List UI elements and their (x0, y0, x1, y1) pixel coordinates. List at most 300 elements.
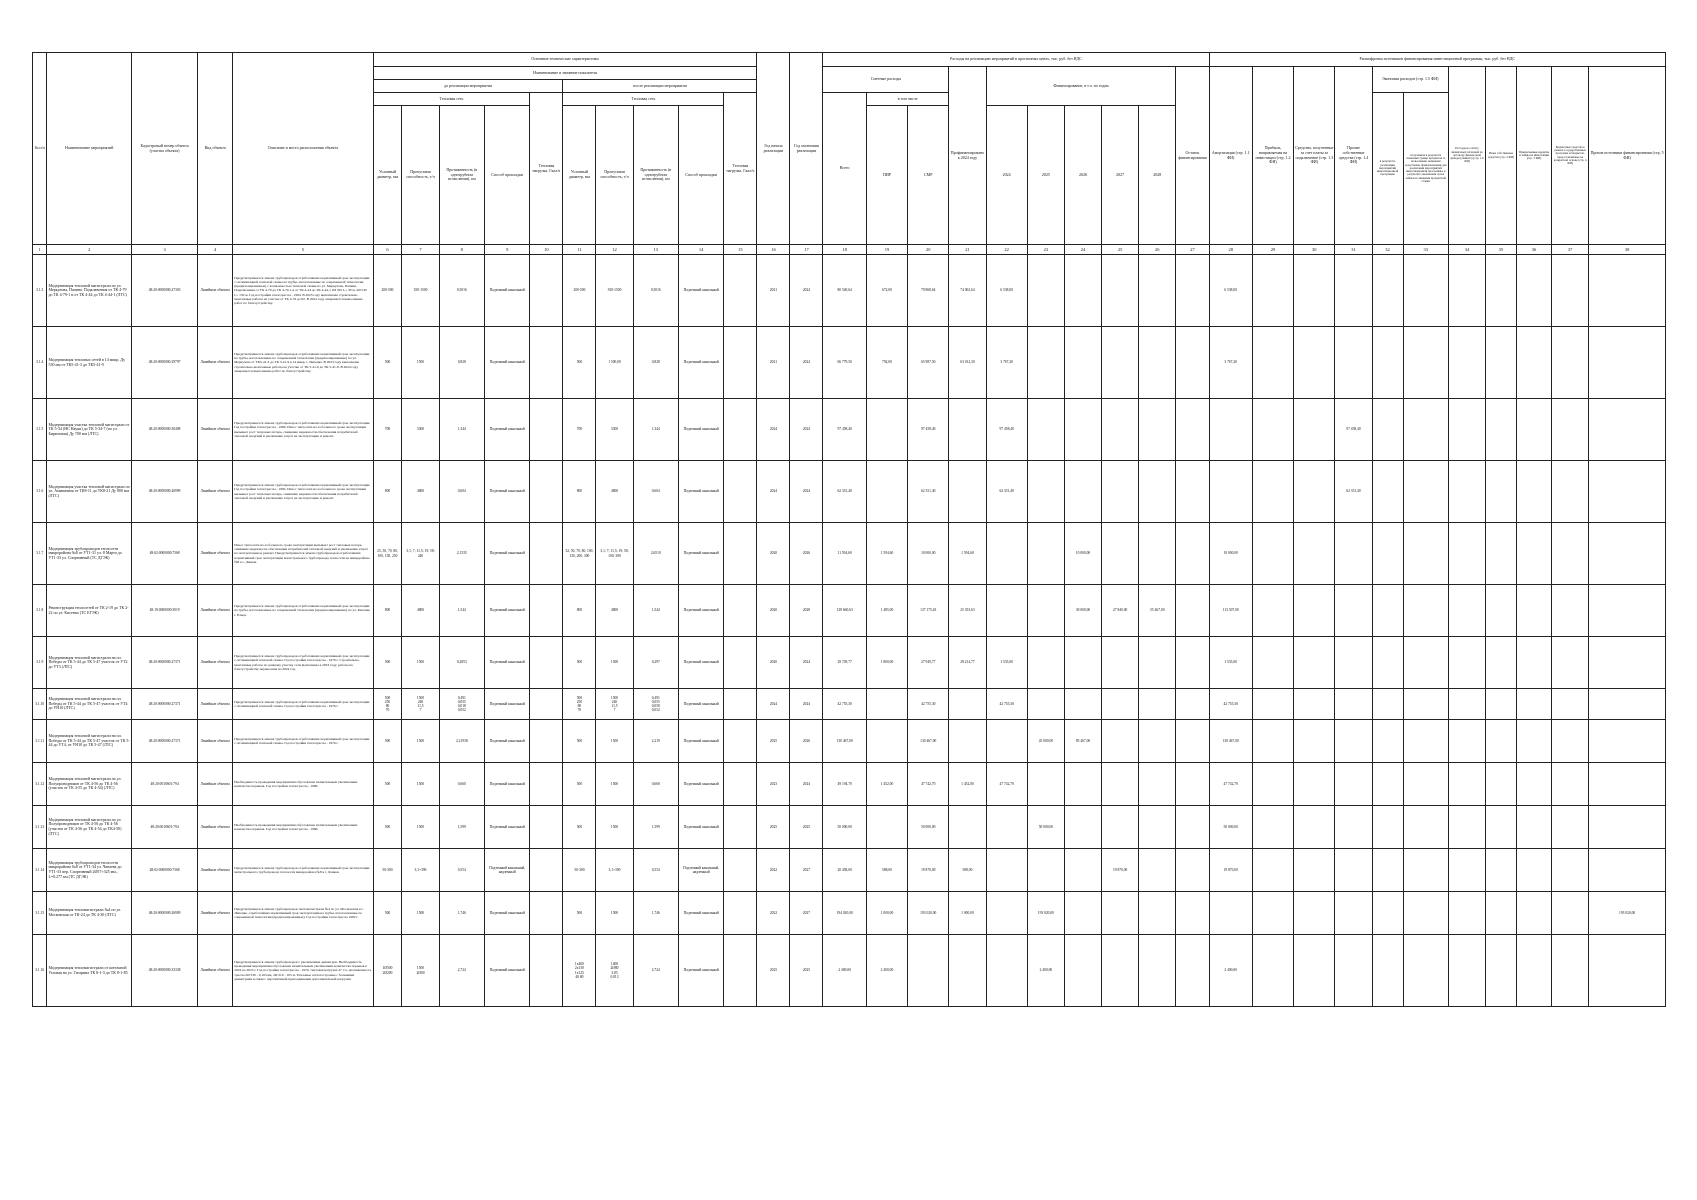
financing-2028 (1139, 255, 1176, 327)
economy-result (1372, 849, 1403, 892)
year-end: 2027 (790, 849, 823, 892)
heat-net-after-header: Тепловая сеть (563, 93, 724, 106)
smr-cost: 97 458,40 (908, 399, 949, 461)
capacity-after: 1 500,00 (596, 327, 633, 399)
funds-header: Средства, полученные за счет платы за подключение (стр. 1.3 ФИ) (1294, 67, 1335, 245)
credits (1517, 935, 1552, 1007)
column-number: 24 (1064, 245, 1101, 255)
other-own-header: Иные собственные средства (стр. 2 ФИ) (1486, 67, 1517, 245)
laying-before: Подземный канальный (484, 892, 529, 935)
remainder (1176, 849, 1209, 892)
laying-before: Подземный канальный (484, 763, 529, 806)
object-description: Предусматривается замена трубопроводов отработавших нормативный срок эксплуатации с оптимизацией тепловой схемы. Год постройки теплотрассы - 1976 г. (233, 689, 373, 720)
financing-2027 (1102, 892, 1139, 935)
own-other-header: Прочие собственные средства (стр. 1.4 ФИ) (1335, 67, 1372, 245)
year-end: 2024 (790, 461, 823, 523)
object-description: Предусматривается замена трубопроводов отработавших нормативный срок эксплуатации с оптимизацией тепловой схемы. Год постройки теплотрассы - 1976 г. (233, 720, 373, 763)
smr-cost: 42 755,30 (908, 689, 949, 720)
economy-interest (1403, 585, 1448, 637)
measure-name: Модернизация участка тепловой магистрали по ул. Аммиачная от ТК8-11 до ТК8-21 Ду 800 мм (ЛТС) (47, 461, 132, 523)
capacity-before: 1500 (402, 763, 439, 806)
financing-2025 (1027, 461, 1064, 523)
cadastral-number: 48:20:0000000:26909 (132, 892, 198, 935)
financing-2026 (1064, 327, 1101, 399)
diameter-after: 700 (563, 399, 596, 461)
column-number: 26 (1139, 245, 1176, 255)
financing-2026 (1064, 849, 1101, 892)
own-other-funds (1335, 892, 1372, 935)
total-cost: 130 467,00 (823, 720, 866, 763)
financing-2025 (1027, 585, 1064, 637)
year-end: 2026 (790, 523, 823, 585)
laying-after: Подземный канальный (678, 689, 723, 720)
profit (1252, 399, 1293, 461)
financed-before (949, 935, 986, 1007)
table-row (33, 255, 1666, 327)
row-number: 3.1.16 (33, 935, 47, 1007)
remainder (1176, 892, 1209, 935)
table-row (33, 763, 1666, 806)
profit (1252, 892, 1293, 935)
economy-interest (1403, 763, 1448, 806)
amortization: 130 467,00 (1209, 720, 1252, 763)
year-end: 2027 (790, 892, 823, 935)
credits (1517, 461, 1552, 523)
year-start: 2020 (757, 637, 790, 689)
year-start: 2025 (757, 806, 790, 849)
other-own (1486, 720, 1517, 763)
year-end: 2024 (790, 255, 823, 327)
other-own (1486, 763, 1517, 806)
laying-after: Подземный канальный (678, 255, 723, 327)
measure-name: Модернизация тепломагистрали от котельной Угловая на ул. Гагарина ТК 8-1-3 до ТК 8-1-85 (47, 935, 132, 1007)
capacity-after: 4800 (596, 585, 633, 637)
connection-funds (1294, 461, 1335, 523)
object-description: Предусматривается замена трубопроводов с увеличением диаметров. Необходимость проведения мероприятия обусловлена значительным увеличением количества порывов в 2024 по 2025 г. Год постройки теплотрассы - 1979, тепловая нагрузка 47 т/ч, протяженность трассы 2Ø 530 - 0,163 км, 2Ø 219 - 105 м. Тепловые сети построены с большими диаметрами в связи с перспективой присоединения дополнительной нагрузки. (233, 935, 373, 1007)
other-own (1486, 399, 1517, 461)
row-number: 3.1.13 (33, 806, 47, 849)
other-sources (1589, 637, 1666, 689)
laying-before: Подземный канальный (484, 523, 529, 585)
laying-after: Подземный канальный (678, 399, 723, 461)
column-number: 16 (757, 245, 790, 255)
diameter-after: 800 (563, 585, 596, 637)
diameter-before: 500 (373, 763, 402, 806)
measure-name: Модернизация тепловой магистрали на пл. Победы от ТК 5-44 до ТК 5-47 участок от УТ4 до УН10 (ЛТС) (47, 689, 132, 720)
other-own (1486, 892, 1517, 935)
amortization: 42 755,30 (1209, 689, 1252, 720)
financing-2028: 55 467,00 (1139, 585, 1176, 637)
estimate-header: Сметные расходы (823, 67, 949, 93)
connection-funds (1294, 399, 1335, 461)
capacity-after: 1500 (596, 763, 633, 806)
length-after: 1,746 (633, 892, 678, 935)
other-sources (1589, 806, 1666, 849)
leasing (1448, 461, 1485, 523)
col-desc-header: Описание и место расположения объекта (233, 53, 373, 245)
object-description: Износ теплосети из-за большого срока эксплуатации вызывает рост тепловых потерь, снижение надежности обеспечения потребителей тепловой энергией и увеличение затрат на эксплуатацию и ремонт. Предусматривается замена трубопроводов отработавших нормативный срок эксплуатации магистрального трубопровода теплосети на микрорайоне №8 в г. Данков. (233, 523, 373, 585)
economy-interest (1403, 399, 1448, 461)
table-row (33, 806, 1666, 849)
heat-load-after (724, 523, 757, 585)
row-number: 3.1.6 (33, 461, 47, 523)
other-sources (1589, 461, 1666, 523)
heat-load-after (724, 689, 757, 720)
heat-load-before (530, 585, 563, 637)
cadastral-number: 48:20:0000000:27371 (132, 720, 198, 763)
measure-name: Модернизация тепловой магистрали по ул. Меркулова, Папина. Подключения от ТК 4-79 до ТК 4-79-1 и от ТК 4-44 до ТК 4-44-1 (ЛТС) (47, 255, 132, 327)
laying-after: Подземный канальный (678, 461, 723, 523)
capacity-after: 1500 (596, 806, 633, 849)
credits (1517, 585, 1552, 637)
length-before: 0,5016 (439, 255, 484, 327)
own-other-funds (1335, 849, 1372, 892)
column-number: 33 (1403, 245, 1448, 255)
laying-after: Подземный канальный (678, 763, 723, 806)
pir-cost: 672,00 (866, 255, 907, 327)
credits (1517, 399, 1552, 461)
diameter-before: 800 (373, 461, 402, 523)
measure-name: Модернизация тепловой магистрали по ул. Полупроводников от ТК 4-56 до ТК 4-56 (участок от ТК 4-55 до ТК 4-54) (ЛТС) (47, 763, 132, 806)
object-type: Линейные объекты (198, 720, 233, 763)
financed-before: 1 452,00 (949, 763, 986, 806)
object-description: Предусматривается замена трубопроводов отработавших нормативный срок эксплуатации. Год постройки теплотрассы - 1989. Износ теплосети из-за большого срока эксплуатации вызывает рост тепловых потерь, снижение надежности обеспечения потребителей тепловой энергией и увеличение затрат на эксплуатацию и ремонт. (233, 399, 373, 461)
row-number: 3.1.8 (33, 585, 47, 637)
economy-interest (1403, 523, 1448, 585)
financing-2024: 47 742,70 (986, 763, 1027, 806)
column-number-row (33, 245, 1666, 255)
economy-result (1372, 523, 1403, 585)
diameter-before: 1Ø500 2Ø200 (373, 935, 402, 1007)
financing-2025: 50 000,00 (1027, 806, 1064, 849)
heat-load-before (530, 935, 563, 1007)
smr-cost: 62 351,40 (908, 461, 949, 523)
financing-2025 (1027, 849, 1064, 892)
pir-cost (866, 806, 907, 849)
diameter-before: 500 (373, 637, 402, 689)
column-number: 15 (724, 245, 757, 255)
diameter-before: 800 (373, 585, 402, 637)
column-number: 18 (823, 245, 866, 255)
column-number: 9 (484, 245, 529, 255)
financing-2025 (1027, 255, 1064, 327)
financing-2026: 10 000,00 (1064, 523, 1101, 585)
amortization: 6 538,00 (1209, 255, 1252, 327)
financing-2024 (986, 720, 1027, 763)
smr-header: СМР (908, 106, 949, 245)
amortization: 47 742,70 (1209, 763, 1252, 806)
profit (1252, 806, 1293, 849)
diameter-after: 500 (563, 720, 596, 763)
table-row (33, 399, 1666, 461)
length-after: 0,297 (633, 637, 678, 689)
year-end: 2028 (790, 585, 823, 637)
other-sources (1589, 689, 1666, 720)
tech-main-header: Основные технические характеристики (373, 53, 757, 67)
other-sources (1589, 935, 1666, 1007)
financing-2025 (1027, 689, 1064, 720)
other-sources (1589, 327, 1666, 399)
remainder (1176, 399, 1209, 461)
after-header: после реализации мероприятия (563, 80, 757, 93)
credits (1517, 806, 1552, 849)
row-number: 3.1.15 (33, 892, 47, 935)
financed-before (949, 461, 986, 523)
financing-2026 (1064, 255, 1101, 327)
other-sources (1589, 523, 1666, 585)
financing-2027 (1102, 720, 1139, 763)
budget (1552, 892, 1589, 935)
column-number: 2 (47, 245, 132, 255)
heat-load-after (724, 892, 757, 935)
diameter-after: 500 (563, 763, 596, 806)
capacity-after: 350-1500 (596, 255, 633, 327)
heat-load-after (724, 720, 757, 763)
laying-after: Подземный канальный (678, 720, 723, 763)
budget (1552, 689, 1589, 720)
column-number: 20 (908, 245, 949, 255)
credits (1517, 327, 1552, 399)
own-other-funds (1335, 327, 1372, 399)
row-number: 3.1.9 (33, 637, 47, 689)
financed-before (949, 720, 986, 763)
capacity-before: 3300 (402, 399, 439, 461)
credits (1517, 849, 1552, 892)
capacity-after: 1500 (596, 637, 633, 689)
total-header: Всего (823, 93, 866, 245)
capacity-before: 4800 (402, 585, 439, 637)
total-cost: 62 351,40 (823, 461, 866, 523)
col-cadastral-header: Кадастровый номер объекта (участка объекта) (132, 53, 198, 245)
profit (1252, 255, 1293, 327)
economy-interest (1403, 255, 1448, 327)
remainder (1176, 689, 1209, 720)
heat-load-before (530, 399, 563, 461)
length-after: 2,6510 (633, 523, 678, 585)
amortization: 10 000,00 (1209, 523, 1252, 585)
measure-name: Модернизация трубопроводов теплосети микрорайона №8 от УТ1-31 ул. 8 Марта до УТ1-33 ул. Спортивный (ТС ДГЭК) (47, 523, 132, 585)
pir-cost (866, 720, 907, 763)
table-row (33, 585, 1666, 637)
heat-load-after (724, 849, 757, 892)
cadastral-number: 48:20:0000000:27303 (132, 255, 198, 327)
other-own (1486, 585, 1517, 637)
length-before: 2,724 (439, 935, 484, 1007)
year-start: 2020 (757, 523, 790, 585)
financed-before (949, 689, 986, 720)
laying-before: Подземный канальный (484, 720, 529, 763)
diameter-after: 50-300 (563, 849, 596, 892)
measure-name: Модернизация тепловой магистрали по ул. Полупроводников от ТК 4-56 до ТК 4-56 (участок от ТК 4-56 до ТК 4-54 до ТК4-50) (ЛТС) (47, 806, 132, 849)
year-start: 2024 (757, 461, 790, 523)
heat-load-before (530, 720, 563, 763)
measure-name: Модернизация трубопроводов теплосети микрорайона №8 от УТ1-34 ул. Чапаева до УТ1-33 пер. Спортивный 2Ø57+325 мм., L=0,277 км (ТС ДГЭК) (47, 849, 132, 892)
pir-cost (866, 399, 907, 461)
year-2025-header: 2025 (1027, 106, 1064, 245)
financed-before-header: Профинансировано к 2024 году (949, 67, 986, 245)
financing-2026 (1064, 399, 1101, 461)
remainder (1176, 255, 1209, 327)
economy-interest (1403, 720, 1448, 763)
financing-2026 (1064, 763, 1101, 806)
other-sources-header: Прочие источники финансирования (стр. 5 ФИ) (1589, 67, 1666, 245)
financing-2028 (1139, 892, 1176, 935)
profit (1252, 637, 1293, 689)
year-start: 2022 (757, 892, 790, 935)
laying-after: Подземный канальный (678, 892, 723, 935)
year-start: 2023 (757, 763, 790, 806)
heat-load-before (530, 806, 563, 849)
financing-2028 (1139, 461, 1176, 523)
year-start: 2021 (757, 327, 790, 399)
economy-interest (1403, 849, 1448, 892)
diameter-after: 500 (563, 892, 596, 935)
object-type: Линейные объекты (198, 892, 233, 935)
remainder (1176, 585, 1209, 637)
amortization (1209, 892, 1252, 935)
heat-load-before-header: Тепловая нагрузка, Гкал/ч (530, 93, 563, 245)
other-sources (1589, 255, 1666, 327)
leasing (1448, 585, 1485, 637)
financing-2024: 6 538,00 (986, 255, 1027, 327)
measure-name: Модернизация тепловой магистрали на пл. Победы от ТК 5-44 до ТК 5-47 участок от ТК 5-44 до УТ4, от УН10 до ТК 5-47 (ЛТС) (47, 720, 132, 763)
pir-header: ПИР (866, 106, 907, 245)
financing-2024: 97 458,40 (986, 399, 1027, 461)
object-type: Линейные объекты (198, 806, 233, 849)
economy-result (1372, 763, 1403, 806)
own-other-funds (1335, 689, 1372, 720)
object-type: Линейные объекты (198, 461, 233, 523)
total-cost: 66 779,50 (823, 327, 866, 399)
col-name-header: Наименование мероприятий (47, 53, 132, 245)
column-number: 12 (596, 245, 633, 255)
cadastral-number: 48:20:0000000:27371 (132, 689, 198, 720)
year-start: 2024 (757, 399, 790, 461)
cadastral-number: 48:20:0000000:30408 (132, 399, 198, 461)
financing-2024 (986, 585, 1027, 637)
diameter-before: 500 (373, 806, 402, 849)
profit (1252, 523, 1293, 585)
length-before: 2,21938 (439, 720, 484, 763)
leasing (1448, 327, 1485, 399)
remainder (1176, 806, 1209, 849)
laying-before: Подземный канальный (484, 399, 529, 461)
smr-cost: 10 000,00 (908, 523, 949, 585)
heat-load-before (530, 255, 563, 327)
other-sources (1589, 585, 1666, 637)
column-number: 35 (1486, 245, 1517, 255)
leasing (1448, 849, 1485, 892)
table-row (33, 327, 1666, 399)
heat-load-before (530, 892, 563, 935)
financing-2028 (1139, 327, 1176, 399)
profit (1252, 461, 1293, 523)
capacity-after: 4800 (596, 461, 633, 523)
remainder (1176, 461, 1209, 523)
other-own (1486, 327, 1517, 399)
capacity-after: 1500 240 11,5 7 (596, 689, 633, 720)
economy-interest (1403, 461, 1448, 523)
object-description: Предусматривается замена трубопроводов отработавших нормативный срок эксплуатации с оптимизацией тепловой схемы на трубы, изготовленные по современной технологии (предизолированные) с возможностью тепловой схемы по ул. Меркулова, Папина. Подключения от ТК 4-79 до ТК 4-79-1 и от ТК 4-44 до ТК 4-44-1 2Ø 325 L= 30 м, 2Ø 530 L= 150 м. Год постройки теплотрассы - 1984. В 2023 году выполнены строительно-монтажные работы на участке от ТК 4-79 до 82. В 2024 году завершается выполнение работ по благоустройству. (233, 255, 373, 327)
financed-before: 1 000,00 (949, 892, 986, 935)
diameter-after: 800 (563, 461, 596, 523)
length-before: 2,1535 (439, 523, 484, 585)
economy-result (1372, 255, 1403, 327)
profit-header: Прибыль, направляемая на инвестиции (стр. 1.2 ФИ) (1252, 67, 1293, 245)
financing-2027: 27 840,00 (1102, 585, 1139, 637)
year-end: 2026 (790, 720, 823, 763)
budget (1552, 935, 1589, 1007)
length-after: 0,5016 (633, 255, 678, 327)
diameter-after: 1х400 2х150 1х125 40 80 (563, 935, 596, 1007)
pir-cost: 1 485,00 (866, 585, 907, 637)
capacity-before: 1500 2Ø00 (402, 935, 439, 1007)
total-cost: 97 458,40 (823, 399, 866, 461)
heat-load-before (530, 327, 563, 399)
heat-load-after (724, 763, 757, 806)
diameter-before: 700 (373, 399, 402, 461)
budget (1552, 585, 1589, 637)
capacity-before: 3,1+390 (402, 849, 439, 892)
heat-load-after-header: Тепловая нагрузка, Гкал/ч (724, 93, 757, 245)
leasing (1448, 806, 1485, 849)
financing-2024 (986, 523, 1027, 585)
table-row (33, 461, 1666, 523)
financing-2024: 42 755,30 (986, 689, 1027, 720)
own-other-funds (1335, 585, 1372, 637)
financing-2025 (1027, 523, 1064, 585)
object-description: Необходимость проведения мероприятия обусловлена значительным увеличением количества порывов. Год постройки теплотрассы - 1980. (233, 763, 373, 806)
object-type: Линейные объекты (198, 523, 233, 585)
table-row (33, 849, 1666, 892)
leasing (1448, 720, 1485, 763)
object-description: Предусматривается замена трубопроводов отработавших нормативный срок эксплуатации магистрального трубопровода теплосети микрорайона №8 в г. Данков. (233, 849, 373, 892)
smr-cost: 65 987,50 (908, 327, 949, 399)
laying-before: Подземный канальный, надземный (484, 849, 529, 892)
pir-cost: 2 400,00 (866, 935, 907, 1007)
financing-2027 (1102, 523, 1139, 585)
financed-before: 1 594,60 (949, 523, 986, 585)
table-row (33, 689, 1666, 720)
object-type: Линейные объекты (198, 763, 233, 806)
economy-result (1372, 399, 1403, 461)
object-type: Линейные объекты (198, 935, 233, 1007)
financing-2027 (1102, 689, 1139, 720)
smr-cost: 19 870,00 (908, 849, 949, 892)
financing-2026: 30 000,00 (1064, 585, 1101, 637)
capacity-after: 1500 (596, 892, 633, 935)
smr-cost: 193 020,00 (908, 892, 949, 935)
other-own (1486, 637, 1517, 689)
year-end: 2024 (790, 637, 823, 689)
budget (1552, 327, 1589, 399)
row-number: 3.1.11 (33, 720, 47, 763)
year-start-header: Год начала реализации (757, 53, 790, 245)
capacity-before: 1500 240 11,5 7 (402, 689, 439, 720)
leasing (1448, 255, 1485, 327)
length-after: 0,554 (633, 849, 678, 892)
column-number: 27 (1176, 245, 1209, 255)
object-type: Линейные объекты (198, 327, 233, 399)
length-before-header: Протяженность (в однотрубном исчислении), км (439, 106, 484, 245)
diam-after-header: Условный диаметр, мм (563, 106, 596, 245)
financing-2024: 1 535,00 (986, 637, 1027, 689)
economy-interest (1403, 935, 1448, 1007)
pir-cost (866, 689, 907, 720)
connection-funds (1294, 585, 1335, 637)
connection-funds (1294, 689, 1335, 720)
amortization (1209, 399, 1252, 461)
